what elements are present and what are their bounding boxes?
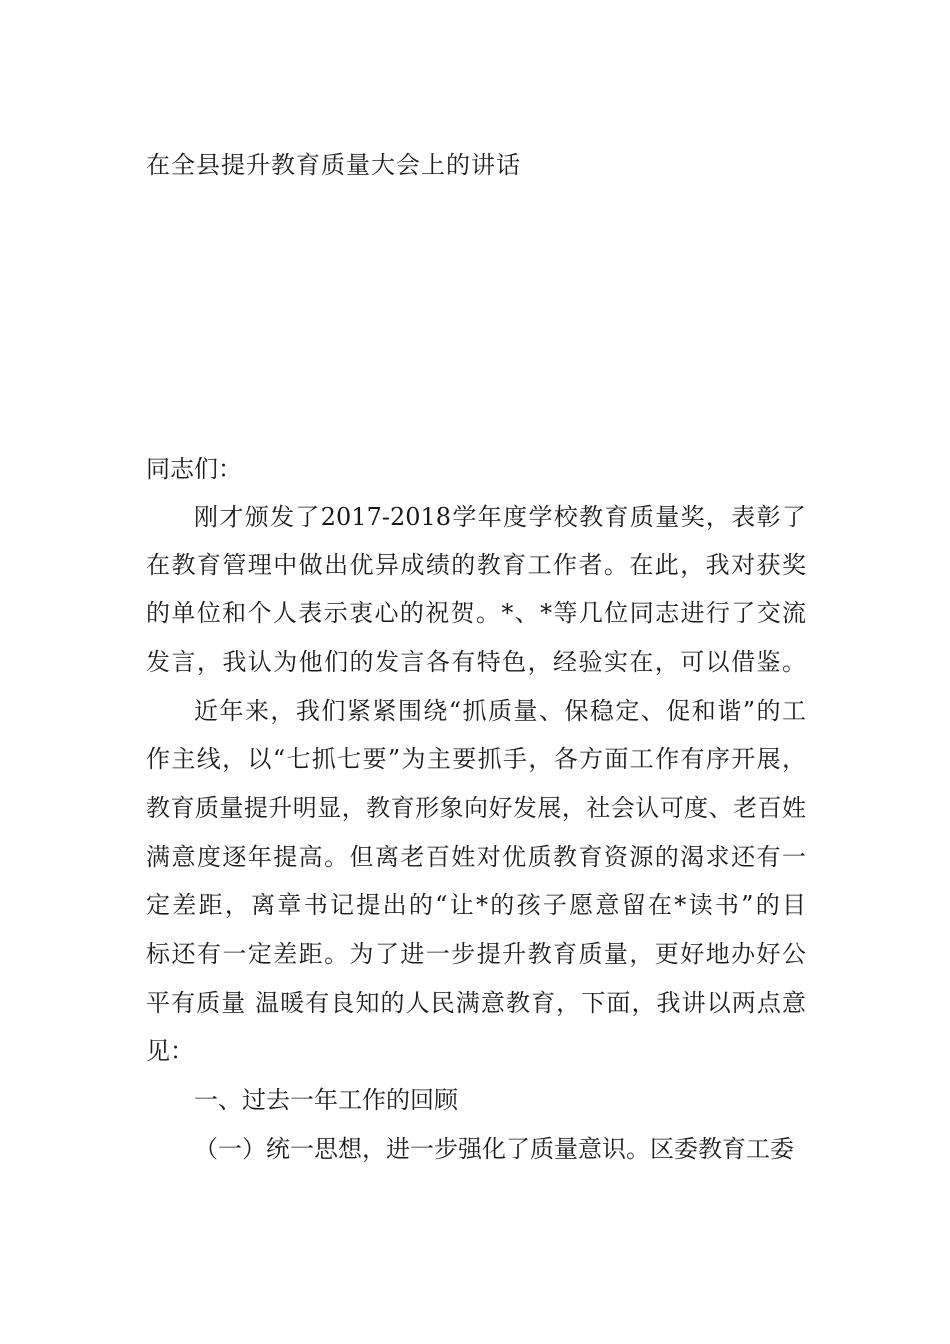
paragraph-line: 作主线，以“七抓七要”为主要抓手，各方面工作有序开展， — [146, 745, 806, 773]
paragraph-line: 刚才颁发了2017-2018学年度学校教育质量奖，表彰了 — [194, 503, 806, 531]
paragraph-line: 发言，我认为他们的发言各有特色，经验实在，可以借鉴。 — [146, 648, 806, 676]
paragraph-line: 平有质量 温暖有良知的人民满意教育，下面，我讲以两点意 — [146, 989, 806, 1017]
paragraph-line: 满意度逐年提高。但离老百姓对优质教育资源的渴求还有一 — [146, 843, 806, 871]
paragraph-line: 近年来，我们紧紧围绕“抓质量、保稳定、促和谐”的工 — [194, 697, 806, 725]
salutation: 同志们： — [146, 455, 242, 483]
subsection-heading: （一）统一思想，进一步强化了质量意识。区委教育工委 — [194, 1135, 794, 1163]
document-title: 在全县提升教育质量大会上的讲话 — [146, 151, 521, 179]
paragraph-line: 的单位和个人表示衷心的祝贺。*、*等几位同志进行了交流 — [146, 599, 806, 627]
paragraph-line: 定差距，离章书记提出的“让*的孩子愿意留在*读书”的目 — [146, 891, 806, 919]
section-heading: 一、过去一年工作的回顾 — [194, 1086, 458, 1114]
paragraph-line: 见： — [146, 1037, 194, 1065]
paragraph-line: 标还有一定差距。为了进一步提升教育质量，更好地办好公 — [146, 940, 806, 968]
paragraph-line: 教育质量提升明显，教育形象向好发展，社会认可度、老百姓 — [146, 794, 806, 822]
paragraph-line: 在教育管理中做出优异成绩的教育工作者。在此，我对获奖 — [146, 551, 806, 579]
